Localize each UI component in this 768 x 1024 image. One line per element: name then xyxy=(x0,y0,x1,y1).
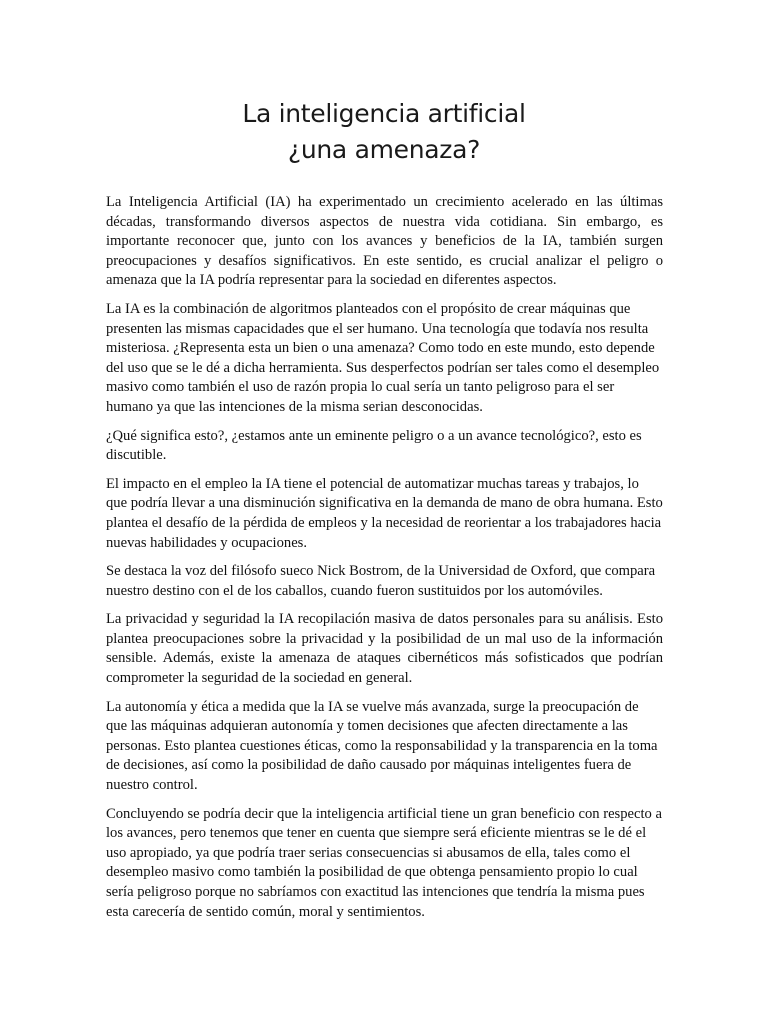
paragraph-conclusion: Concluyendo se podría decir que la inteligencia artificial tiene un gran beneficio con respecto a los avances, pero tenemos que tener en cuenta que siempre será eficiente mientras se le dé el uso apropiado, ya que podría traer serias consecuencias si abusamos de ella, tales como el desempleo masivo como también la posibilidad de que obtenga pensamiento propio lo cual sería peligroso porque no sabríamos con exactitud las intenciones que tendría la misma pues esta carecería de sentido común, moral y sentimientos. xyxy=(106,805,662,920)
title-line-1: La inteligencia artificial xyxy=(242,99,526,128)
paragraph-autonomy: La autonomía y ética a medida que la IA se vuelve más avanzada, surge la preocupación de que las máquinas adquieran autonomía y tomen decisiones que afecten directamente a las personas. Esto plantea cuestiones éticas, como la responsabilidad y la transparencia en la toma de decisiones, así como la posibilidad de daño causado por máquinas inteligentes fuera de nuestro control. xyxy=(106,698,658,794)
document-body xyxy=(106,193,663,931)
paragraph-definition: La IA es la combinación de algoritmos planteados con el propósito de crear máquinas que presenten las mismas capacidades que el ser humano. Una tecnología que todavía nos resulta misteriosa. ¿Representa esta un bien o una amenaza? Como todo en este mundo, esto depende del uso que se le dé a dicha herramienta. Sus desperfectos podrían ser tales como el desempleo masivo como también el uso de razón propia lo cual sería un tanto peligroso para el ser humano ya que las intenciones de la misma serian desconocidas. xyxy=(106,300,660,415)
paragraph-privacy: La privacidad y seguridad la IA recopilación masiva de datos personales para su análisis. Esto plantea preocupaciones sobre la privacidad y la posibilidad de un mal uso de la información sensible. Además, existe la amenaza de ataques cibernéticos más sofisticados que podrían comprometer la seguridad de la sociedad en general. xyxy=(106,611,663,687)
paragraph-employment: El impacto en el empleo la IA tiene el potencial de automatizar muchas tareas y trabajos, lo que podría llevar a una disminución significativa en la demanda de mano de obra humana. Esto plantea el desafío de la pérdida de empleos y la necesidad de reorientar a los trabajadores hacia nuevas habilidades y ocupaciones. xyxy=(106,475,663,551)
title-line-2: ¿una amenaza? xyxy=(287,135,481,164)
paragraph-question: ¿Qué significa esto?, ¿estamos ante un eminente peligro o a un avance tecnológico?, esto es discutible. xyxy=(106,427,642,464)
document-title xyxy=(0,96,768,168)
paragraph-introduction: La Inteligencia Artificial (IA) ha experimentado un crecimiento acelerado en las últimas décadas, transformando diversos aspectos de nuestra vida cotidiana. Sin embargo, es importante reconocer que, junto con los avances y beneficios de la IA, también surgen preocupaciones y desafíos significativos. En este sentido, es crucial analizar el peligro o amenaza que la IA podría representar para la sociedad en diferentes aspectos. xyxy=(106,194,663,289)
paragraph-bostrom: Se destaca la voz del filósofo sueco Nick Bostrom, de la Universidad de Oxford, que compara nuestro destino con el de los caballos, cuando fueron sustituidos por los automóviles. xyxy=(106,563,656,599)
